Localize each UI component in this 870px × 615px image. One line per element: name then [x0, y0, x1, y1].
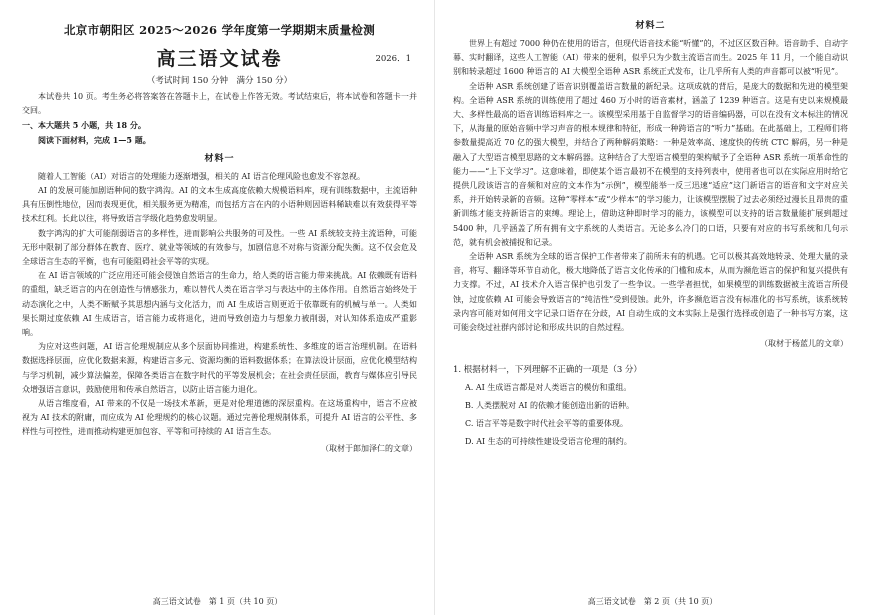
- material2-paragraph: 全语种 ASR 系统为全球的语言保护工作者带来了前所未有的机遇。它可以极其高效地转录、处理大量的录音，将写、翻译等环节自动化，极大地降低了语言文化传承的门槛和成本，从而为濒危语言的保护和复兴提供有力支撑。不过，AI 技术介入语言保护也引发了一些争议。一些学者担忧，如果模型的训练数据被主流语言所侵蚀，过度依赖 AI 可能会导致语言的“纯洁性”受到侵蚀。此外，许多濒危语言没有标准化的书写系统，该系统转录内容可能对如何用文字记录口语存在分歧，AI 自动生成的文本实际上是强行选择或创造了一种书写方案，这可能会绕过社群内部讨论和形成共识的自然过程。: [453, 252, 848, 333]
- question1-stem: 1. 根据材料一，下列理解不正确的一项是（3 分）: [453, 365, 642, 376]
- exam-title: 高三语文试卷: [156, 48, 283, 70]
- page-footer: 高三语文试卷 第 2 页（共 10 页）: [587, 597, 718, 606]
- reading-instruction: 阅读下面材料，完成 1—5 题。: [38, 134, 151, 145]
- material1-title: 材料一: [204, 153, 235, 164]
- material1-paragraph: 在 AI 语言领域的广泛应用还可能会侵蚀自然语言的生命力，给人类的语言能力带来挑战。AI 依赖既有语料的重组，缺乏语言的内在创造性与情感张力，难以替代人类在语言学习与表达中的主体作用。自然语言始终处于动态演化之中，人类不断赋予其思想内涵与文化活力，而 AI 生成语言则更近于依靠既有的机械与单一。人类如果长期过度依赖 AI 生成语言，语言能力或将退化，进而导致创造力与想象力被削弱，对认知体系造成严重影响。: [22, 271, 417, 338]
- material2-paragraph: 全语种 ASR 系统创建了语音识别覆盖语言数量的新纪录。这项成就的背后，是庞大的数据和先进的模型架构。全语种 ASR 系统的训练使用了超过 460 万小时的语音素材，涵盖了 1239 种语言。这是有史以来规模最大、多样性最高的语音训练语料库之一。该模型采用基于自监督学习的语音编码器，可以在没有文本标注的情况下，从海量的原始音频中学习声音的根本规律和特征，形成一种跨语言的“听力”基础。在此基础上，工程师们将参数量提高近 70 亿的强大模型，并结合了两种解码策略：一种是效率高、速度快的传统 CTC 解码，另一种是融入了大型语言模型思路的文本解码器。这种结合了大型语言模型的架构赋予了全语种 ASR 系统一项革命性的能力——“上下文学习”。这意味着，即使某个语言最初不在模型的支持列表中，使用者也可以在实际应用时给它提供几段该语言的音频和对应的文本作为“示例”，模型能举一反三迅速“适应”这门新语言的语音和文字对应关系，并开始转录新的音频。这种“零样本”或“少样本”的学习能力，让该模型摆脱了过去必须经过漫长且昂贵的重新训练才能支持新语言的束缚。理论上，借助这种即时学习的能力，该模型可以支持的语言数量能扩展到超过 5400 种，几乎涵盖了所有拥有文字系统的人类语言。无论多么冷门的口语，只要有对应的书写系统和几句示范，就有机会被捕捉和记录。: [453, 81, 848, 247]
- section-heading: 一、本大题共 5 小题，共 18 分。: [22, 120, 146, 131]
- page-2: [435, 0, 870, 615]
- question1-option-a[interactable]: A. AI 生成语言都是对人类语言的模仿和重组。: [465, 383, 632, 393]
- material1-paragraph: 数字鸿沟的扩大可能削弱语言的多样性，进而影响公共服务的可及性。一些 AI 系统较支持主流语种，可能无形中限制了部分群体在教育、医疗、就业等领域的有效参与，加剧信息不对称与资源分配失衡。这不仅会危及全球语言生态的平衡，也有可能阻碍社会平等的实现。: [22, 228, 417, 267]
- material2-source: （取材于杨蓝儿的文章）: [760, 339, 848, 349]
- material1-source: （取材于郎加泽仁的文章）: [321, 443, 417, 453]
- question1-option-b[interactable]: B. 人类摆脱对 AI 的依赖才能创造出新的语种。: [465, 401, 634, 411]
- exam-header: 北京市朝阳区 2025～2026 学年度第一学期期末质量检测: [63, 23, 376, 37]
- title-row: [22, 44, 417, 70]
- question1-option-d[interactable]: D. AI 生态的可持续性建设受语言伦理的制约。: [465, 437, 632, 447]
- exam-date: 2026．1: [375, 54, 411, 64]
- material1-paragraph: 随着人工智能（AI）对语言的处理能力逐渐增强，相关的 AI 语言伦理风险也愈发不容忽视。: [38, 171, 365, 181]
- material1-paragraph: AI 的发展可能加剧语种间的数字鸿沟。AI 的文本生成高度依赖大规模语料库，现有训练数据中，主流语种具有压倒性地位，因而表现更优，相关服务更为精准，而包括方言在内的小语种则因语料稀缺难以有效获得平等技术红利。长此以往，将导致语言学级化趋势愈发明显。: [22, 186, 417, 224]
- material1-paragraph: 从语言维度看，AI 带来的不仅是一场技术革新，更是对伦理道德的深层重构。在这场重构中，语言不应被视为 AI 技术的附庸，而应成为 AI 伦理规约的核心议题。通过完善伦理规制体系，可提升 AI 语言的公平性、多样性与可控性，进而推动构建更加包容、平等和可持续的 AI 语言生态。: [22, 399, 417, 437]
- question1-option-c[interactable]: C. 语言平等是数字时代社会平等的重要体现。: [465, 419, 628, 429]
- exam-time: （考试时间 150 分钟 满分 150 分）: [146, 76, 293, 86]
- material1-paragraph: 为应对这些问题，AI 语言伦理规制应从多个层面协同推进，构建系统性、多维度的语言治理机制。在语料数据选择层面，应优化数据来源，构建语言多元、资源均衡的语料数据体系；在算法设计层面，应优化模型结构与学习机制，减少算法偏差，保障各类语言在数字时代的平等发展机会；在社会责任层面，教育与媒体应引导民众增强语言意识，鼓励使用和传承自然语言，以防止语言能力退化。: [22, 342, 417, 394]
- page-footer: 高三语文试卷 第 1 页（共 10 页）: [152, 597, 283, 606]
- instruction-text: 本试卷共 10 页。考生务必将答案答在答题卡上，在试卷上作答无效。考试结束后，将本试卷和答题卡一并交回。: [22, 92, 417, 116]
- material2-paragraph: 世界上有超过 7000 种仍在使用的语言，但现代语音技术能“听懂”的，不过区区数百种。语音助手、自动字幕、实时翻译，这些人工智能（AI）带来的便利，似乎只为少数主流语言而生。2025 年 11 月，一个能自动识别和转录超过 1600 种语言的 AI 大模型全语种 ASR 系统正式发布，让几乎所有人类的声音都可以被“听见”。: [453, 39, 848, 77]
- material2-title: 材料二: [635, 21, 666, 31]
